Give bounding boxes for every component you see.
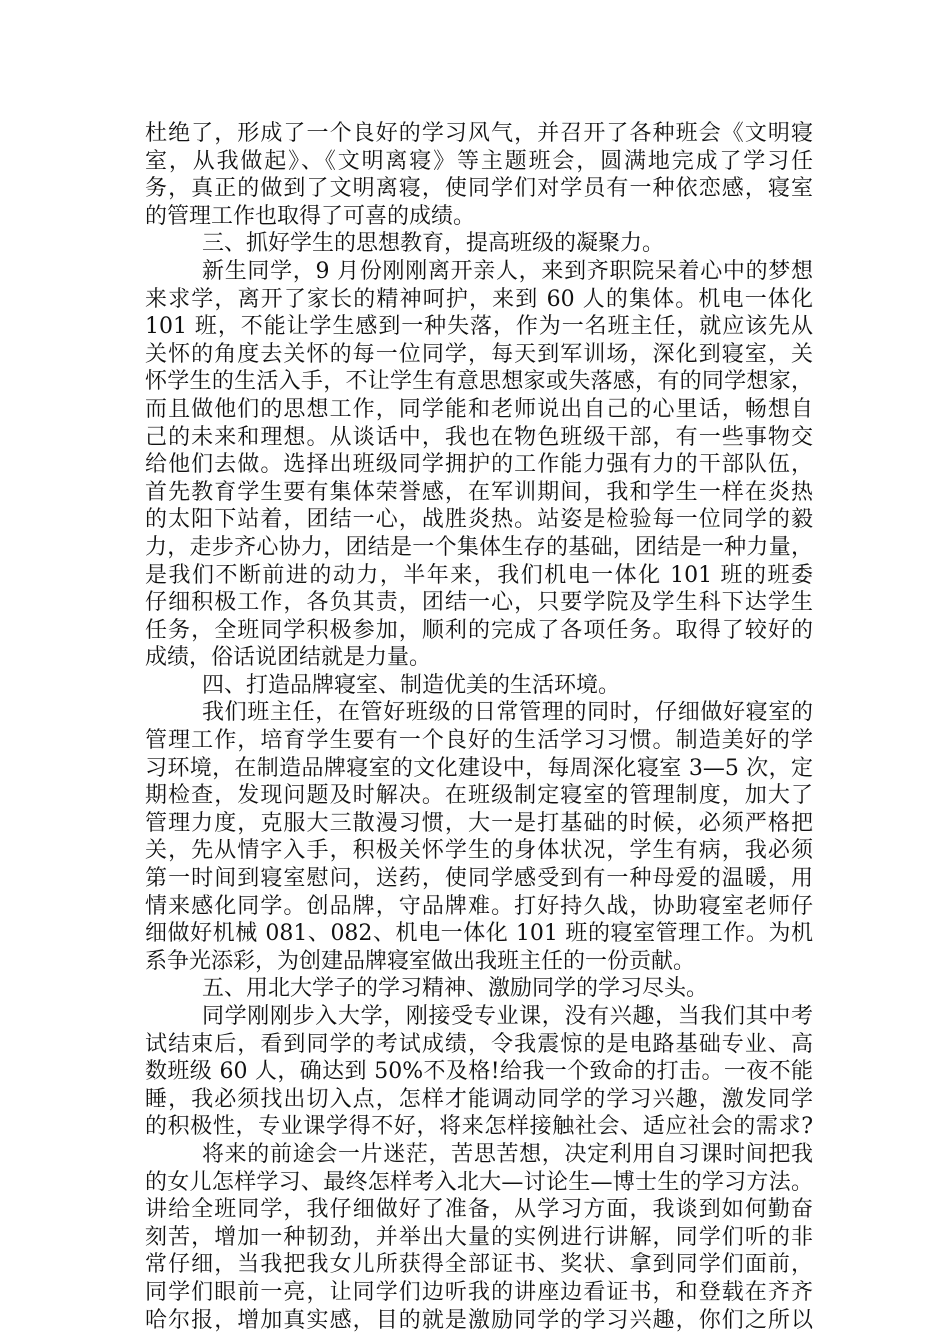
text-line: 室，从我做起》、《文明离寝》等主题班会，圆满地完成了学习任 bbox=[145, 148, 813, 174]
text-line: 数班级 60 人，确达到 50%不及格!给我一个致命的打击。一夜不能 bbox=[145, 1059, 813, 1085]
text-line: 怀学生的生活入手，不让学生有意思想家或失落感，有的同学想家， bbox=[145, 369, 813, 395]
text-line: 是我们不断前进的动力，半年来，我们机电一体化 101 班的班委 bbox=[145, 562, 813, 588]
text-line: 关怀的角度去关怀的每一位同学，每天到军训场，深化到寝室，关 bbox=[145, 341, 813, 367]
text-line: 任务，全班同学积极参加，顺利的完成了各项任务。取得了较好的 bbox=[145, 617, 813, 643]
text-line: 管理力度，克服大三散漫习惯，大一是打基础的时候，必须严格把 bbox=[145, 810, 813, 836]
text-line: 己的未来和理想。从谈话中，我也在物色班级干部，有一些事物交 bbox=[145, 424, 813, 450]
text-line: 成绩，俗话说团结就是力量。 bbox=[145, 645, 432, 671]
text-line: 四、打造品牌寝室、制造优美的生活环境。 bbox=[202, 672, 621, 698]
text-line: 给他们去做。选择出班级同学拥护的工作能力强有力的干部队伍， bbox=[145, 452, 813, 478]
text-line: 刻苦，增加一种韧劲，并举出大量的实例进行讲解，同学们听的非 bbox=[145, 1224, 813, 1250]
text-line: 的管理工作也取得了可喜的成绩。 bbox=[145, 203, 476, 229]
text-line: 讲给全班同学，我仔细做好了准备，从学习方面，我谈到如何勤奋 bbox=[145, 1197, 813, 1223]
text-line: 首先教育学生要有集体荣誉感，在军训期间，我和学生一样在炎热 bbox=[145, 479, 813, 505]
text-line: 同学们眼前一亮，让同学们边听我的讲座边看证书，和登载在齐齐 bbox=[145, 1279, 813, 1305]
text-line: 的积极性，专业课学得不好，将来怎样接触社会、适应社会的需求? bbox=[145, 1114, 813, 1140]
text-line: 同学刚刚步入大学，刚接受专业课，没有兴趣，当我们其中考 bbox=[202, 1004, 813, 1029]
text-line: 新生同学，9 月份刚刚离开亲人，来到齐职院呆着心中的梦想 bbox=[202, 258, 813, 284]
text-line: 101 班，不能让学生感到一种失落，作为一名班主任，就应该先从 bbox=[145, 314, 813, 340]
text-line: 三、抓好学生的思想教育，提高班级的凝聚力。 bbox=[202, 231, 665, 257]
text-line: 的女儿怎样学习、最终怎样考入北大—讨论生—博士生的学习方法。 bbox=[145, 1169, 813, 1195]
text-line: 哈尔报，增加真实感，目的就是激励同学的学习兴趣，你们之所以 bbox=[145, 1307, 813, 1333]
text-line: 常仔细，当我把我女儿所获得全部证书、奖状、拿到同学们面前， bbox=[145, 1252, 813, 1278]
text-line: 关，先从情字入手，积极关怀学生的身体状况，学生有病，我必须 bbox=[145, 838, 813, 864]
text-line: 期检查，发现问题及时解决。在班级制定寝室的管理制度，加大了 bbox=[145, 783, 813, 809]
text-line: 的太阳下站着，团结一心，战胜炎热。站姿是检验每一位同学的毅 bbox=[145, 507, 813, 533]
text-line: 将来的前途会一片迷茫，苦思苦想，决定利用自习课时间把我 bbox=[202, 1141, 813, 1167]
text-line: 杜绝了，形成了一个良好的学习风气，并召开了各种班会《文明寝 bbox=[145, 121, 813, 146]
text-line: 第一时间到寝室慰问，送药，使同学感受到有一种母爱的温暖，用 bbox=[145, 866, 813, 892]
text-line: 务，真正的做到了文明离寝，使同学们对学员有一种依恋感，寝室 bbox=[145, 176, 813, 202]
text-line: 情来感化同学。创品牌，守品牌难。打好持久战，协助寝室老师仔 bbox=[145, 893, 813, 919]
text-line: 管理工作，培育学生要有一个良好的生活学习习惯。制造美好的学 bbox=[145, 728, 813, 754]
document-body bbox=[145, 120, 813, 1334]
text-line: 仔细积极工作，各负其责，团结一心，只要学院及学生科下达学生 bbox=[145, 590, 813, 616]
text-line: 睡，我必须找出切入点，怎样才能调动同学的学习兴趣，激发同学 bbox=[145, 1086, 813, 1112]
text-line: 力，走步齐心协力，团结是一个集体生存的基础，团结是一种力量， bbox=[145, 534, 813, 560]
text-line: 细做好机械 081、082、机电一体化 101 班的寝室管理工作。为机 bbox=[145, 921, 813, 947]
text-line: 而且做他们的思想工作，同学能和老师说出自己的心里话，畅想自 bbox=[145, 396, 813, 422]
text-line: 习环境，在制造品牌寝室的文化建设中，每周深化寝室 3—5 次，定 bbox=[145, 755, 813, 781]
text-line: 五、用北大学子的学习精神、激励同学的学习尽头。 bbox=[202, 976, 709, 1002]
text-line: 我们班主任，在管好班级的日常管理的同时，仔细做好寝室的 bbox=[202, 700, 813, 726]
text-line: 系争光添彩，为创建品牌寝室做出我班主任的一份贡献。 bbox=[145, 948, 696, 974]
text-line: 来求学，离开了家长的精神呵护，来到 60 人的集体。机电一体化 bbox=[145, 286, 813, 312]
text-line: 试结束后，看到同学的考试成绩，令我震惊的是电路基础专业、高 bbox=[145, 1031, 813, 1057]
